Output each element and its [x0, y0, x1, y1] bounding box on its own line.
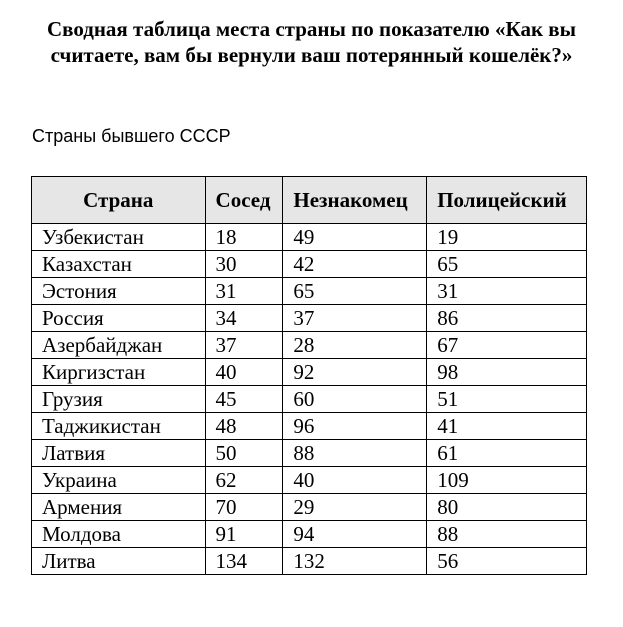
cell-country: Молдова [32, 521, 206, 548]
table-row [32, 386, 587, 413]
cell-country: Литва [32, 548, 206, 575]
cell-police: 80 [427, 494, 587, 521]
cell-stranger: 60 [283, 386, 427, 413]
table-row [32, 305, 587, 332]
cell-police: 109 [427, 467, 587, 494]
table-row [32, 521, 587, 548]
cell-country: Киргизстан [32, 359, 206, 386]
ranking-table [31, 176, 587, 575]
cell-neighbor: 70 [205, 494, 283, 521]
cell-stranger: 92 [283, 359, 427, 386]
cell-police: 61 [427, 440, 587, 467]
cell-neighbor: 50 [205, 440, 283, 467]
cell-country: Казахстан [32, 251, 206, 278]
table-body [32, 224, 587, 575]
table-row [32, 332, 587, 359]
cell-country: Армения [32, 494, 206, 521]
table-row [32, 278, 587, 305]
cell-stranger: 42 [283, 251, 427, 278]
table-row [32, 440, 587, 467]
header-country: Страна [32, 177, 206, 224]
table-row [32, 548, 587, 575]
cell-country: Узбекистан [32, 224, 206, 251]
cell-neighbor: 18 [205, 224, 283, 251]
cell-neighbor: 134 [205, 548, 283, 575]
header-police: Полицейский [427, 177, 587, 224]
cell-country: Эстония [32, 278, 206, 305]
cell-stranger: 88 [283, 440, 427, 467]
cell-neighbor: 30 [205, 251, 283, 278]
cell-stranger: 40 [283, 467, 427, 494]
header-neighbor: Сосед [205, 177, 283, 224]
cell-country: Россия [32, 305, 206, 332]
cell-neighbor: 37 [205, 332, 283, 359]
cell-neighbor: 40 [205, 359, 283, 386]
header-row [32, 177, 587, 224]
cell-stranger: 94 [283, 521, 427, 548]
cell-police: 88 [427, 521, 587, 548]
cell-neighbor: 62 [205, 467, 283, 494]
table-row [32, 224, 587, 251]
cell-stranger: 96 [283, 413, 427, 440]
cell-stranger: 29 [283, 494, 427, 521]
cell-police: 86 [427, 305, 587, 332]
header-stranger: Незнакомец [283, 177, 427, 224]
cell-country: Латвия [32, 440, 206, 467]
cell-country: Украина [32, 467, 206, 494]
cell-stranger: 49 [283, 224, 427, 251]
document-subtitle: Страны бывшего СССР [32, 126, 231, 146]
table-row [32, 467, 587, 494]
table-header [32, 177, 587, 224]
cell-police: 51 [427, 386, 587, 413]
table-row [32, 494, 587, 521]
document-title: Сводная таблица места страны по показателю «Как вы считаете, вам бы вернули ваш потерянный кошелёк?» [46, 17, 577, 67]
cell-neighbor: 31 [205, 278, 283, 305]
cell-neighbor: 34 [205, 305, 283, 332]
cell-police: 19 [427, 224, 587, 251]
cell-police: 67 [427, 332, 587, 359]
cell-country: Азербайджан [32, 332, 206, 359]
cell-neighbor: 91 [205, 521, 283, 548]
cell-police: 41 [427, 413, 587, 440]
cell-neighbor: 48 [205, 413, 283, 440]
table-row [32, 413, 587, 440]
cell-stranger: 132 [283, 548, 427, 575]
cell-stranger: 65 [283, 278, 427, 305]
cell-police: 31 [427, 278, 587, 305]
cell-police: 56 [427, 548, 587, 575]
cell-stranger: 28 [283, 332, 427, 359]
cell-country: Таджикистан [32, 413, 206, 440]
table-row [32, 251, 587, 278]
cell-stranger: 37 [283, 305, 427, 332]
table-row [32, 359, 587, 386]
cell-country: Грузия [32, 386, 206, 413]
cell-police: 98 [427, 359, 587, 386]
cell-neighbor: 45 [205, 386, 283, 413]
cell-police: 65 [427, 251, 587, 278]
